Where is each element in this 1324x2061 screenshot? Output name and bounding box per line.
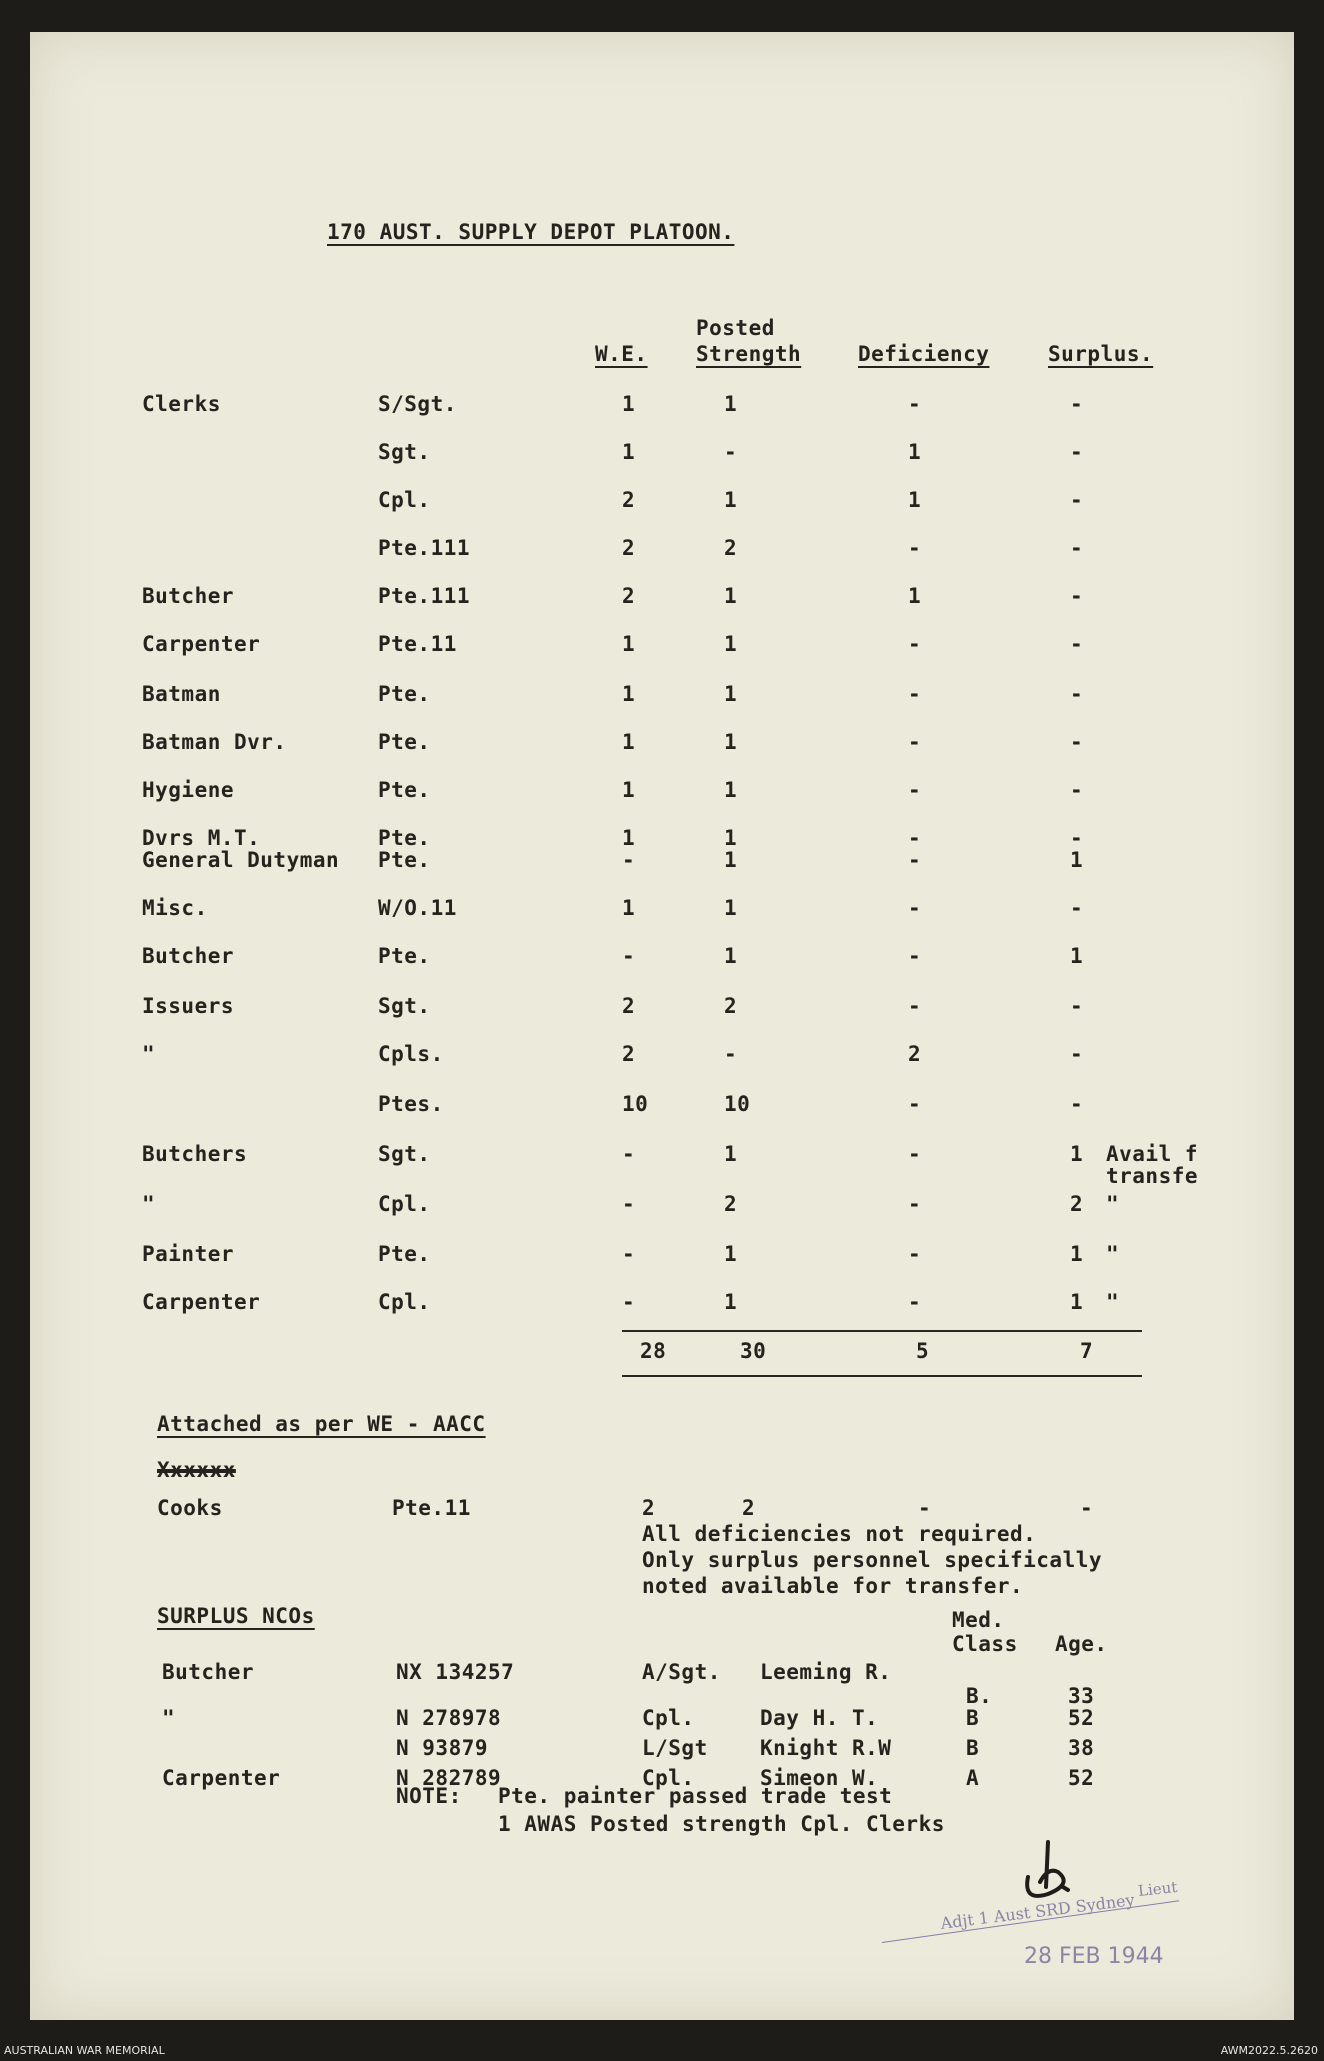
row-we: -	[622, 1192, 636, 1216]
row-deficiency: -	[908, 1092, 922, 1116]
note-label: NOTE:	[396, 1784, 462, 1808]
row-we: -	[622, 1290, 636, 1314]
row-surplus: -	[1070, 440, 1084, 464]
row-deficiency: -	[908, 994, 922, 1018]
row-rank: Sgt.	[378, 440, 431, 464]
row-we: 1	[622, 440, 636, 464]
row-rank: Cpl.	[378, 1192, 431, 1216]
row-rank: Pte.	[378, 944, 431, 968]
med-class-header-line1: Med.	[952, 1608, 1005, 1632]
row-note: "	[1106, 1192, 1120, 1216]
row-deficiency: -	[908, 682, 922, 706]
attached-surplus: -	[1080, 1496, 1094, 1520]
row-surplus: -	[1070, 1092, 1084, 1116]
footer-left: AUSTRALIAN WAR MEMORIAL	[4, 2044, 165, 2057]
nco-number: N 278978	[396, 1706, 502, 1730]
row-posted: 1	[724, 944, 738, 968]
header-surplus: Surplus.	[1048, 342, 1154, 366]
row-deficiency: -	[908, 1242, 922, 1266]
row-deficiency: -	[908, 1142, 922, 1166]
row-posted: 1	[724, 848, 738, 872]
row-deficiency: -	[908, 778, 922, 802]
row-surplus: 1	[1070, 1290, 1084, 1314]
attached-trade: Cooks	[157, 1496, 223, 1520]
row-deficiency: 1	[908, 584, 922, 608]
row-trade: Batman Dvr.	[142, 730, 287, 754]
row-we: 1	[622, 896, 636, 920]
age-header: Age.	[1055, 1632, 1108, 1656]
row-rank: Sgt.	[378, 1142, 431, 1166]
row-posted: 1	[724, 1242, 738, 1266]
row-deficiency: -	[908, 944, 922, 968]
row-posted: 1	[724, 682, 738, 706]
note-line-2: 1 AWAS Posted strength Cpl. Clerks	[498, 1812, 945, 1836]
row-trade: Painter	[142, 1242, 235, 1266]
row-rank: Pte.	[378, 1242, 431, 1266]
row-we: 2	[622, 488, 636, 512]
row-rank: Pte.	[378, 826, 431, 850]
row-we: 2	[622, 584, 636, 608]
row-trade: Batman	[142, 682, 221, 706]
row-posted: -	[724, 1042, 738, 1066]
nco-age: 38	[1068, 1736, 1095, 1760]
nco-trade: Carpenter	[162, 1766, 281, 1790]
header-posted-line1: Posted	[696, 316, 775, 340]
header-posted-line2: Strength	[696, 342, 802, 366]
nco-age: 33	[1068, 1684, 1095, 1708]
row-posted: 10	[724, 1092, 751, 1116]
attached-rank: Pte.11	[392, 1496, 471, 1520]
row-posted: 1	[724, 826, 738, 850]
nco-rank: A/Sgt.	[642, 1660, 721, 1684]
row-deficiency: -	[908, 1290, 922, 1314]
row-posted: 1	[724, 1290, 738, 1314]
row-rank: W/O.11	[378, 896, 457, 920]
row-rank: S/Sgt.	[378, 392, 457, 416]
row-trade: Butchers	[142, 1142, 248, 1166]
row-posted: -	[724, 440, 738, 464]
row-rank: Pte.	[378, 848, 431, 872]
row-we: 2	[622, 536, 636, 560]
row-we: 1	[622, 632, 636, 656]
attached-we: 2	[642, 1496, 656, 1520]
row-we: 1	[622, 392, 636, 416]
row-we: 1	[622, 826, 636, 850]
row-posted: 2	[724, 536, 738, 560]
row-surplus: -	[1070, 1042, 1084, 1066]
row-deficiency: -	[908, 848, 922, 872]
total-we: 28	[640, 1339, 667, 1363]
row-deficiency: -	[908, 392, 922, 416]
row-posted: 1	[724, 632, 738, 656]
document-page	[30, 32, 1294, 2020]
row-note: "	[1106, 1290, 1120, 1314]
row-rank: Pte.	[378, 682, 431, 706]
attached-posted: 2	[742, 1496, 756, 1520]
row-rank: Cpls.	[378, 1042, 444, 1066]
row-trade: Dvrs M.T.	[142, 826, 261, 850]
surplus-ncos-heading: SURPLUS NCOs	[157, 1604, 315, 1628]
row-rank: Pte.	[378, 778, 431, 802]
totals-rule-top	[622, 1330, 1142, 1332]
row-posted: 1	[724, 1142, 738, 1166]
stamp-office: Adjt 1 Aust SRD Sydney	[939, 1890, 1136, 1933]
nco-rank: L/Sgt	[642, 1736, 708, 1760]
row-we: 1	[622, 730, 636, 754]
header-we: W.E.	[595, 342, 648, 366]
row-surplus: -	[1070, 632, 1084, 656]
row-we: 2	[622, 994, 636, 1018]
row-deficiency: -	[908, 632, 922, 656]
row-rank: Ptes.	[378, 1092, 444, 1116]
row-note: "	[1106, 1242, 1120, 1266]
footer-right: AWM2022.5.2620	[1220, 2044, 1318, 2057]
struck-text: Xxxxxx	[157, 1458, 236, 1482]
row-we: -	[622, 944, 636, 968]
row-surplus: 1	[1070, 1242, 1084, 1266]
row-rank: Cpl.	[378, 1290, 431, 1314]
row-posted: 1	[724, 730, 738, 754]
row-posted: 1	[724, 584, 738, 608]
row-trade: "	[142, 1042, 156, 1066]
nco-med: A	[966, 1766, 980, 1790]
nco-number: N 93879	[396, 1736, 489, 1760]
row-posted: 2	[724, 994, 738, 1018]
row-surplus: -	[1070, 826, 1084, 850]
row-we: -	[622, 848, 636, 872]
nco-trade: Butcher	[162, 1660, 255, 1684]
row-surplus: -	[1070, 392, 1084, 416]
header-deficiency: Deficiency	[858, 342, 990, 366]
attached-remark-3: noted available for transfer.	[642, 1574, 1024, 1598]
row-surplus: -	[1070, 896, 1084, 920]
row-trade: Misc.	[142, 896, 208, 920]
row-surplus: -	[1070, 584, 1084, 608]
row-posted: 1	[724, 778, 738, 802]
row-surplus: -	[1070, 488, 1084, 512]
row-deficiency: -	[908, 536, 922, 560]
row-trade: General Dutyman	[142, 848, 340, 872]
row-trade: Carpenter	[142, 632, 261, 656]
nco-trade: "	[162, 1706, 176, 1730]
row-deficiency: 1	[908, 488, 922, 512]
row-surplus: -	[1070, 730, 1084, 754]
row-we: 2	[622, 1042, 636, 1066]
row-rank: Pte.11	[378, 632, 457, 656]
nco-med: B	[966, 1706, 980, 1730]
page-title: 170 AUST. SUPPLY DEPOT PLATOON.	[327, 220, 735, 244]
nco-number: NX 134257	[396, 1660, 515, 1684]
row-deficiency: -	[908, 1192, 922, 1216]
note-line-1: Pte. painter passed trade test	[498, 1784, 893, 1808]
row-we: -	[622, 1142, 636, 1166]
attached-remark-2: Only surplus personnel specifically	[642, 1548, 1103, 1572]
attached-heading: Attached as per WE - AACC	[157, 1412, 486, 1436]
row-note: Avail f	[1106, 1142, 1199, 1166]
row-surplus: 2	[1070, 1192, 1084, 1216]
row-surplus: -	[1070, 682, 1084, 706]
row-deficiency: -	[908, 826, 922, 850]
row-deficiency: -	[908, 896, 922, 920]
row-trade: Hygiene	[142, 778, 235, 802]
row-posted: 1	[724, 392, 738, 416]
total-surplus: 7	[1080, 1339, 1094, 1363]
nco-med: B.	[966, 1684, 993, 1708]
med-class-header-line2: Class	[952, 1632, 1018, 1656]
row-posted: 2	[724, 1192, 738, 1216]
row-we: -	[622, 1242, 636, 1266]
attached-remark-1: All deficiencies not required.	[642, 1522, 1037, 1546]
nco-name: Day H. T.	[760, 1706, 879, 1730]
row-surplus: -	[1070, 778, 1084, 802]
row-deficiency: 2	[908, 1042, 922, 1066]
row-trade: Butcher	[142, 944, 235, 968]
nco-number: N 282789	[396, 1766, 502, 1790]
row-posted: 1	[724, 488, 738, 512]
row-we: 1	[622, 682, 636, 706]
row-we: 1	[622, 778, 636, 802]
row-trade: "	[142, 1192, 156, 1216]
row-rank: Sgt.	[378, 994, 431, 1018]
row-rank: Pte.111	[378, 584, 471, 608]
row-trade: Butcher	[142, 584, 235, 608]
nco-rank: Cpl.	[642, 1766, 695, 1790]
row-rank: Pte.	[378, 730, 431, 754]
nco-name: Simeon W.	[760, 1766, 879, 1790]
attached-deficiency: -	[918, 1496, 932, 1520]
row-rank: Cpl.	[378, 488, 431, 512]
row-surplus: 1	[1070, 944, 1084, 968]
row-deficiency: -	[908, 730, 922, 754]
nco-name: Leeming R.	[760, 1660, 892, 1684]
row-we: 10	[622, 1092, 649, 1116]
nco-age: 52	[1068, 1706, 1095, 1730]
stamp-rank: Lieut	[1137, 1877, 1179, 1901]
row-rank: Pte.111	[378, 536, 471, 560]
row-surplus: 1	[1070, 1142, 1084, 1166]
total-posted: 30	[740, 1339, 767, 1363]
row-surplus: 1	[1070, 848, 1084, 872]
row-posted: 1	[724, 896, 738, 920]
nco-rank: Cpl.	[642, 1706, 695, 1730]
nco-age: 52	[1068, 1766, 1095, 1790]
total-deficiency: 5	[916, 1339, 930, 1363]
nco-med: B	[966, 1736, 980, 1760]
row-trade: Clerks	[142, 392, 221, 416]
row-trade: Issuers	[142, 994, 235, 1018]
nco-name: Knight R.W	[760, 1736, 892, 1760]
row-deficiency: 1	[908, 440, 922, 464]
note-continuation: transfe	[1106, 1164, 1199, 1188]
row-surplus: -	[1070, 536, 1084, 560]
stamp-date: 28 FEB 1944	[1024, 1944, 1164, 1969]
row-surplus: -	[1070, 994, 1084, 1018]
row-trade: Carpenter	[142, 1290, 261, 1314]
totals-rule-bottom	[622, 1375, 1142, 1377]
